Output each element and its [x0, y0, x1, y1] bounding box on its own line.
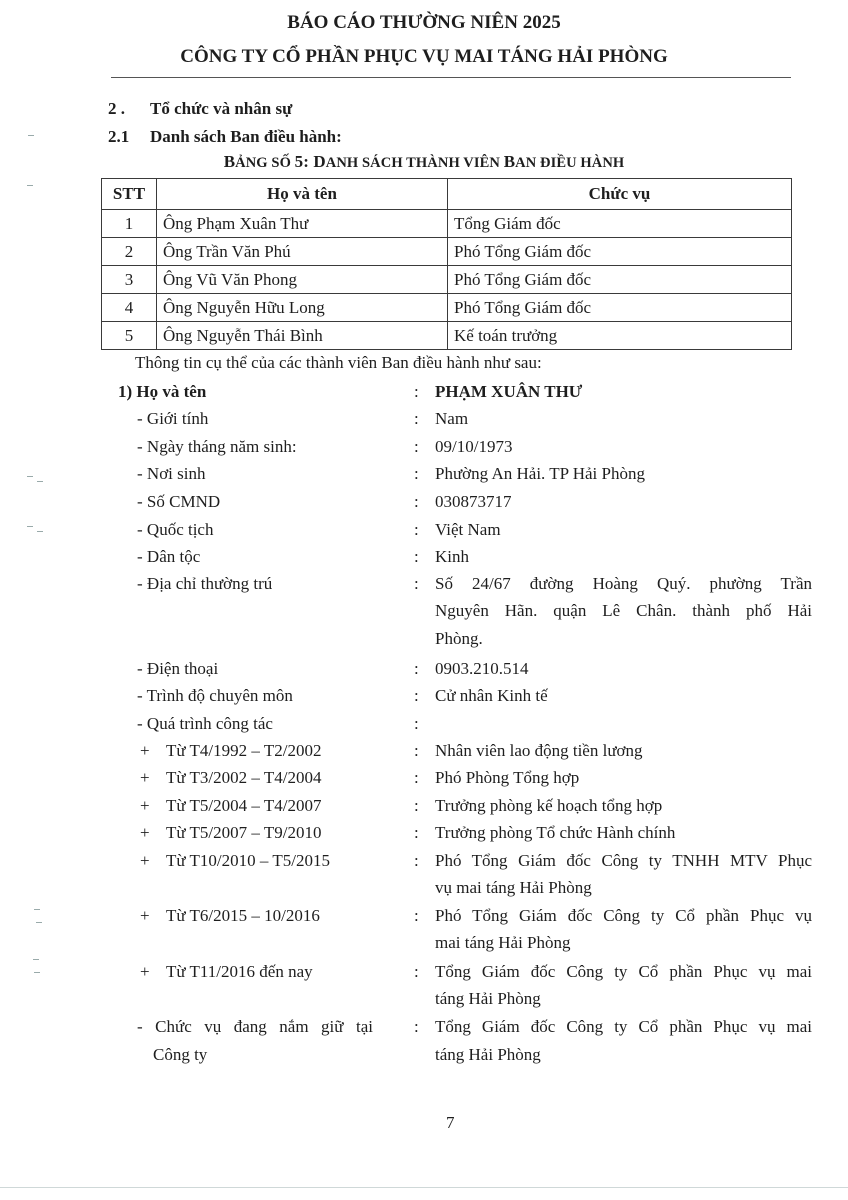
colon: :	[414, 851, 419, 870]
plus-bullet: +	[140, 768, 150, 787]
field-row	[0, 490, 848, 514]
colon: :	[414, 714, 419, 733]
field-value: 0903.210.514	[435, 659, 529, 678]
career-role: Phó Tổng Giám đốc Công ty Cổ phần Phục vụ	[435, 906, 812, 925]
field-value: Phường An Hải. TP Hải Phòng	[435, 464, 645, 483]
field-row-cont	[0, 599, 848, 623]
colon: :	[414, 547, 419, 566]
cell-name: Ông Vũ Văn Phong	[157, 266, 448, 294]
header-name: Họ và tên	[157, 179, 448, 210]
field-row	[0, 545, 848, 569]
field-value: Nam	[435, 409, 469, 428]
career-role: Trưởng phòng kế hoạch tổng hợp	[435, 796, 663, 815]
field-row	[0, 435, 848, 459]
cell-name: Ông Phạm Xuân Thư	[157, 210, 448, 238]
table-row	[102, 294, 792, 322]
field-row	[0, 684, 848, 708]
career-period: Từ T5/2004 – T4/2007	[166, 796, 322, 815]
field-value: Số 24/67 đường Hoàng Quý. phường Trần	[435, 574, 812, 593]
field-value: Cử nhân Kinh tế	[435, 686, 548, 705]
section-title: Tổ chức và nhân sự	[150, 99, 293, 118]
career-row	[0, 739, 848, 763]
career-role: mai táng Hải Phòng	[435, 933, 571, 952]
table-row	[102, 266, 792, 294]
colon: :	[414, 906, 419, 925]
field-label: - Điện thoại	[137, 659, 219, 678]
colon: :	[414, 464, 419, 483]
cell-name: Ông Nguyễn Hữu Long	[157, 294, 448, 322]
intro-text: Thông tin cụ thể của các thành viên Ban điều hành như sau:	[135, 353, 542, 372]
footer-rule	[0, 1187, 848, 1188]
current-position-row	[0, 1015, 848, 1039]
cell-position: Kế toán trưởng	[448, 322, 792, 350]
profile-heading-value: PHẠM XUÂN THƯ	[435, 382, 583, 401]
career-row	[0, 766, 848, 790]
plus-bullet: +	[140, 741, 150, 760]
field-label: - Nơi sinh	[137, 464, 206, 483]
career-row-cont	[0, 876, 848, 900]
career-period: Từ T5/2007 – T9/2010	[166, 823, 322, 842]
field-value: Nguyên Hãn. quận Lê Chân. thành phố Hải	[435, 601, 812, 620]
career-row-cont	[0, 987, 848, 1011]
career-role: Phó Tổng Giám đốc Công ty TNHH MTV Phục	[435, 851, 812, 870]
cell-position: Phó Tổng Giám đốc	[448, 294, 792, 322]
plus-bullet: +	[140, 823, 150, 842]
career-row	[0, 904, 848, 928]
plus-bullet: +	[140, 851, 150, 870]
cell-position: Tổng Giám đốc	[448, 210, 792, 238]
career-period: Từ T6/2015 – 10/2016	[166, 906, 320, 925]
caption-part: B	[223, 152, 236, 171]
scan-mark	[28, 135, 34, 136]
career-period: Từ T3/2002 – T4/2004	[166, 768, 322, 787]
field-label: - Ngày tháng năm sinh:	[137, 437, 297, 456]
plus-bullet: +	[140, 906, 150, 925]
subsection-number: 2.1	[108, 127, 130, 146]
colon: :	[414, 520, 419, 539]
field-label: - Giới tính	[137, 409, 209, 428]
colon: :	[414, 768, 419, 787]
colon: :	[414, 574, 419, 593]
cell-position: Phó Tổng Giám đốc	[448, 266, 792, 294]
career-row	[0, 960, 848, 984]
header-stt: STT	[102, 179, 157, 210]
field-row	[0, 712, 848, 736]
field-row	[0, 657, 848, 681]
field-row	[0, 518, 848, 542]
report-title: BÁO CÁO THƯỜNG NIÊN 2025	[287, 12, 561, 33]
table-caption	[0, 152, 848, 172]
caption-part: ANH SÁCH THÀNH VIÊN	[325, 155, 504, 171]
career-role: Tổng Giám đốc Công ty Cổ phần Phục vụ mai	[435, 962, 812, 981]
current-position-label: Công ty	[153, 1045, 208, 1064]
executive-board-table	[101, 178, 792, 350]
caption-part: 5: D	[294, 152, 326, 171]
colon: :	[414, 409, 419, 428]
table-row	[102, 322, 792, 350]
colon: :	[414, 659, 419, 678]
colon: :	[414, 492, 419, 511]
career-role: táng Hải Phòng	[435, 989, 541, 1008]
current-position-value: Tổng Giám đốc Công ty Cổ phần Phục vụ mai	[435, 1017, 812, 1036]
header-position: Chức vụ	[448, 179, 792, 210]
field-value: Kinh	[435, 547, 469, 566]
cell-name: Ông Trần Văn Phú	[157, 238, 448, 266]
field-row	[0, 462, 848, 486]
career-row	[0, 821, 848, 845]
field-row	[0, 407, 848, 431]
field-label: - Địa chỉ thường trú	[137, 574, 273, 593]
career-role: vụ mai táng Hải Phòng	[435, 878, 592, 897]
colon: :	[414, 796, 419, 815]
field-value: Việt Nam	[435, 520, 501, 539]
section-number: 2 .	[108, 99, 125, 118]
career-row	[0, 849, 848, 873]
cell-stt: 2	[102, 238, 157, 266]
field-label: - Quá trình công tác	[137, 714, 273, 733]
career-role: Nhân viên lao động tiền lương	[435, 741, 643, 760]
scan-mark	[27, 185, 33, 186]
caption-part: B	[503, 152, 516, 171]
career-period: Từ T10/2010 – T5/2015	[166, 851, 330, 870]
plus-bullet: +	[140, 796, 150, 815]
company-name: CÔNG TY CỔ PHẦN PHỤC VỤ MAI TÁNG HẢI PHÒNG	[180, 46, 668, 67]
table-header-row	[102, 179, 792, 210]
career-row-cont	[0, 931, 848, 955]
career-role: Phó Phòng Tổng hợp	[435, 768, 580, 787]
career-period: Từ T4/1992 – T2/2002	[166, 741, 322, 760]
profile-heading	[0, 380, 848, 404]
header-rule	[111, 77, 791, 78]
profile-heading-label: 1) Họ và tên	[118, 382, 207, 401]
page-number: 7	[446, 1113, 455, 1132]
field-label: - Số CMND	[137, 492, 221, 511]
current-position-row-cont	[0, 1043, 848, 1067]
cell-stt: 1	[102, 210, 157, 238]
field-value: 030873717	[435, 492, 512, 511]
colon: :	[414, 1017, 419, 1036]
field-value: 09/10/1973	[435, 437, 513, 456]
plus-bullet: +	[140, 962, 150, 981]
cell-stt: 4	[102, 294, 157, 322]
colon: :	[414, 686, 419, 705]
table-row	[102, 238, 792, 266]
field-value: Phòng.	[435, 629, 483, 648]
cell-name: Ông Nguyễn Thái Bình	[157, 322, 448, 350]
colon: :	[414, 823, 419, 842]
current-position-value: táng Hải Phòng	[435, 1045, 541, 1064]
field-row	[0, 572, 848, 596]
field-label: - Quốc tịch	[137, 520, 214, 539]
career-row	[0, 794, 848, 818]
cell-stt: 3	[102, 266, 157, 294]
career-role: Trưởng phòng Tổ chức Hành chính	[435, 823, 676, 842]
field-label: - Trình độ chuyên môn	[137, 686, 293, 705]
colon: :	[414, 382, 419, 401]
caption-part: ẢNG SỐ	[235, 155, 295, 171]
caption-part: AN ĐIỀU HÀNH	[515, 155, 625, 171]
career-period: Từ T11/2016 đến nay	[166, 962, 313, 981]
cell-stt: 5	[102, 322, 157, 350]
subsection-title: Danh sách Ban điều hành:	[150, 127, 342, 146]
cell-position: Phó Tổng Giám đốc	[448, 238, 792, 266]
field-row-cont	[0, 627, 848, 651]
table-row	[102, 210, 792, 238]
colon: :	[414, 437, 419, 456]
colon: :	[414, 741, 419, 760]
colon: :	[414, 962, 419, 981]
current-position-label: - Chức vụ đang nắm giữ tại	[137, 1017, 373, 1036]
field-label: - Dân tộc	[137, 547, 201, 566]
